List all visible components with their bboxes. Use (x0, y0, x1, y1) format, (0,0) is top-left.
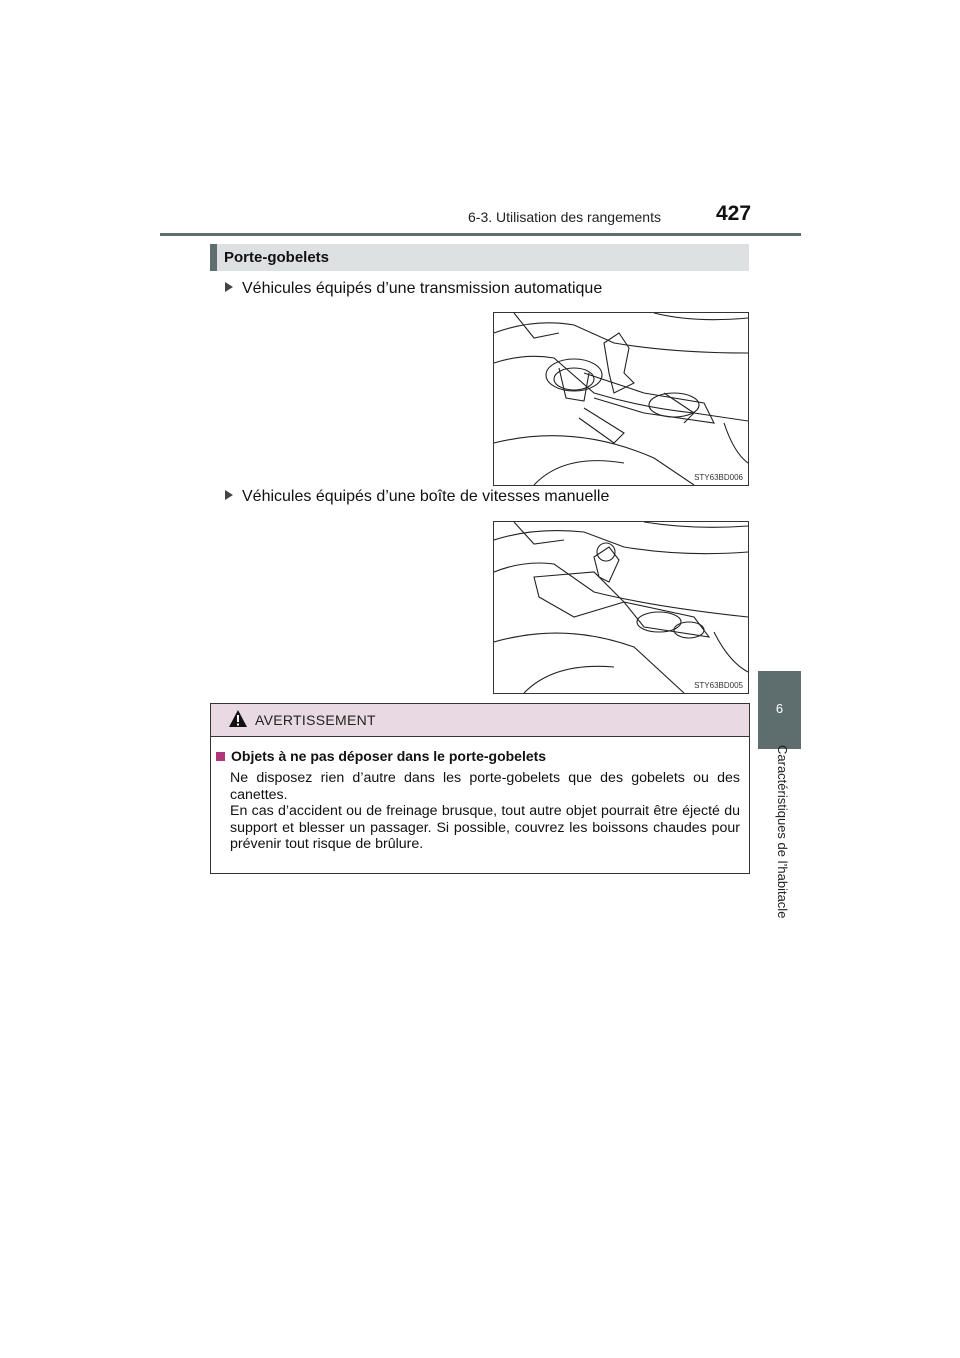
square-bullet-icon (216, 752, 225, 761)
cup-holder-illustration (494, 522, 748, 693)
cup-holder-illustration (494, 313, 748, 485)
section-title: Porte-gobelets (224, 249, 330, 266)
warning-body (230, 770, 740, 853)
figure-automatic-console (493, 312, 749, 486)
warning-header (211, 704, 749, 737)
list-item-label: Véhicules équipés d’une boîte de vitesses manuelle (242, 488, 610, 505)
list-item-manual (225, 488, 609, 506)
warning-paragraph: Ne disposez rien d’autre dans les porte-gobelets que des gobelets ou des canettes. (230, 770, 740, 803)
warning-subtitle: Objets à ne pas déposer dans le porte-gobelets (231, 748, 547, 764)
warning-triangle-icon (228, 709, 248, 728)
warning-title: AVERTISSEMENT (255, 712, 376, 728)
chapter-number: 6 (775, 701, 784, 716)
figure-code: STY63BD005 (694, 681, 743, 690)
triangle-bullet-icon (225, 490, 233, 500)
header-rule (160, 233, 801, 236)
warning-box (210, 703, 750, 874)
warning-paragraph: En cas d’accident ou de freinage brusque, tout autre objet pourrait être éjecté du support et blesser un passager. Si possible, couvrez les boissons chaudes pour prévenir tout risque de brûlure. (230, 803, 740, 852)
section-title-bar (210, 244, 749, 271)
page-number: 427 (716, 202, 752, 225)
triangle-bullet-icon (225, 282, 233, 292)
warning-subtitle-row (216, 748, 546, 764)
figure-manual-console (493, 521, 749, 694)
chapter-tab[interactable] (758, 671, 801, 749)
figure-code: STY63BD006 (694, 473, 743, 482)
header-section-title: 6-3. Utilisation des rangements (468, 209, 661, 225)
chapter-title: Caractéristiques de l’habitacle (775, 745, 790, 919)
list-item-automatic (225, 280, 602, 298)
list-item-label: Véhicules équipés d’une transmission automatique (242, 280, 603, 297)
